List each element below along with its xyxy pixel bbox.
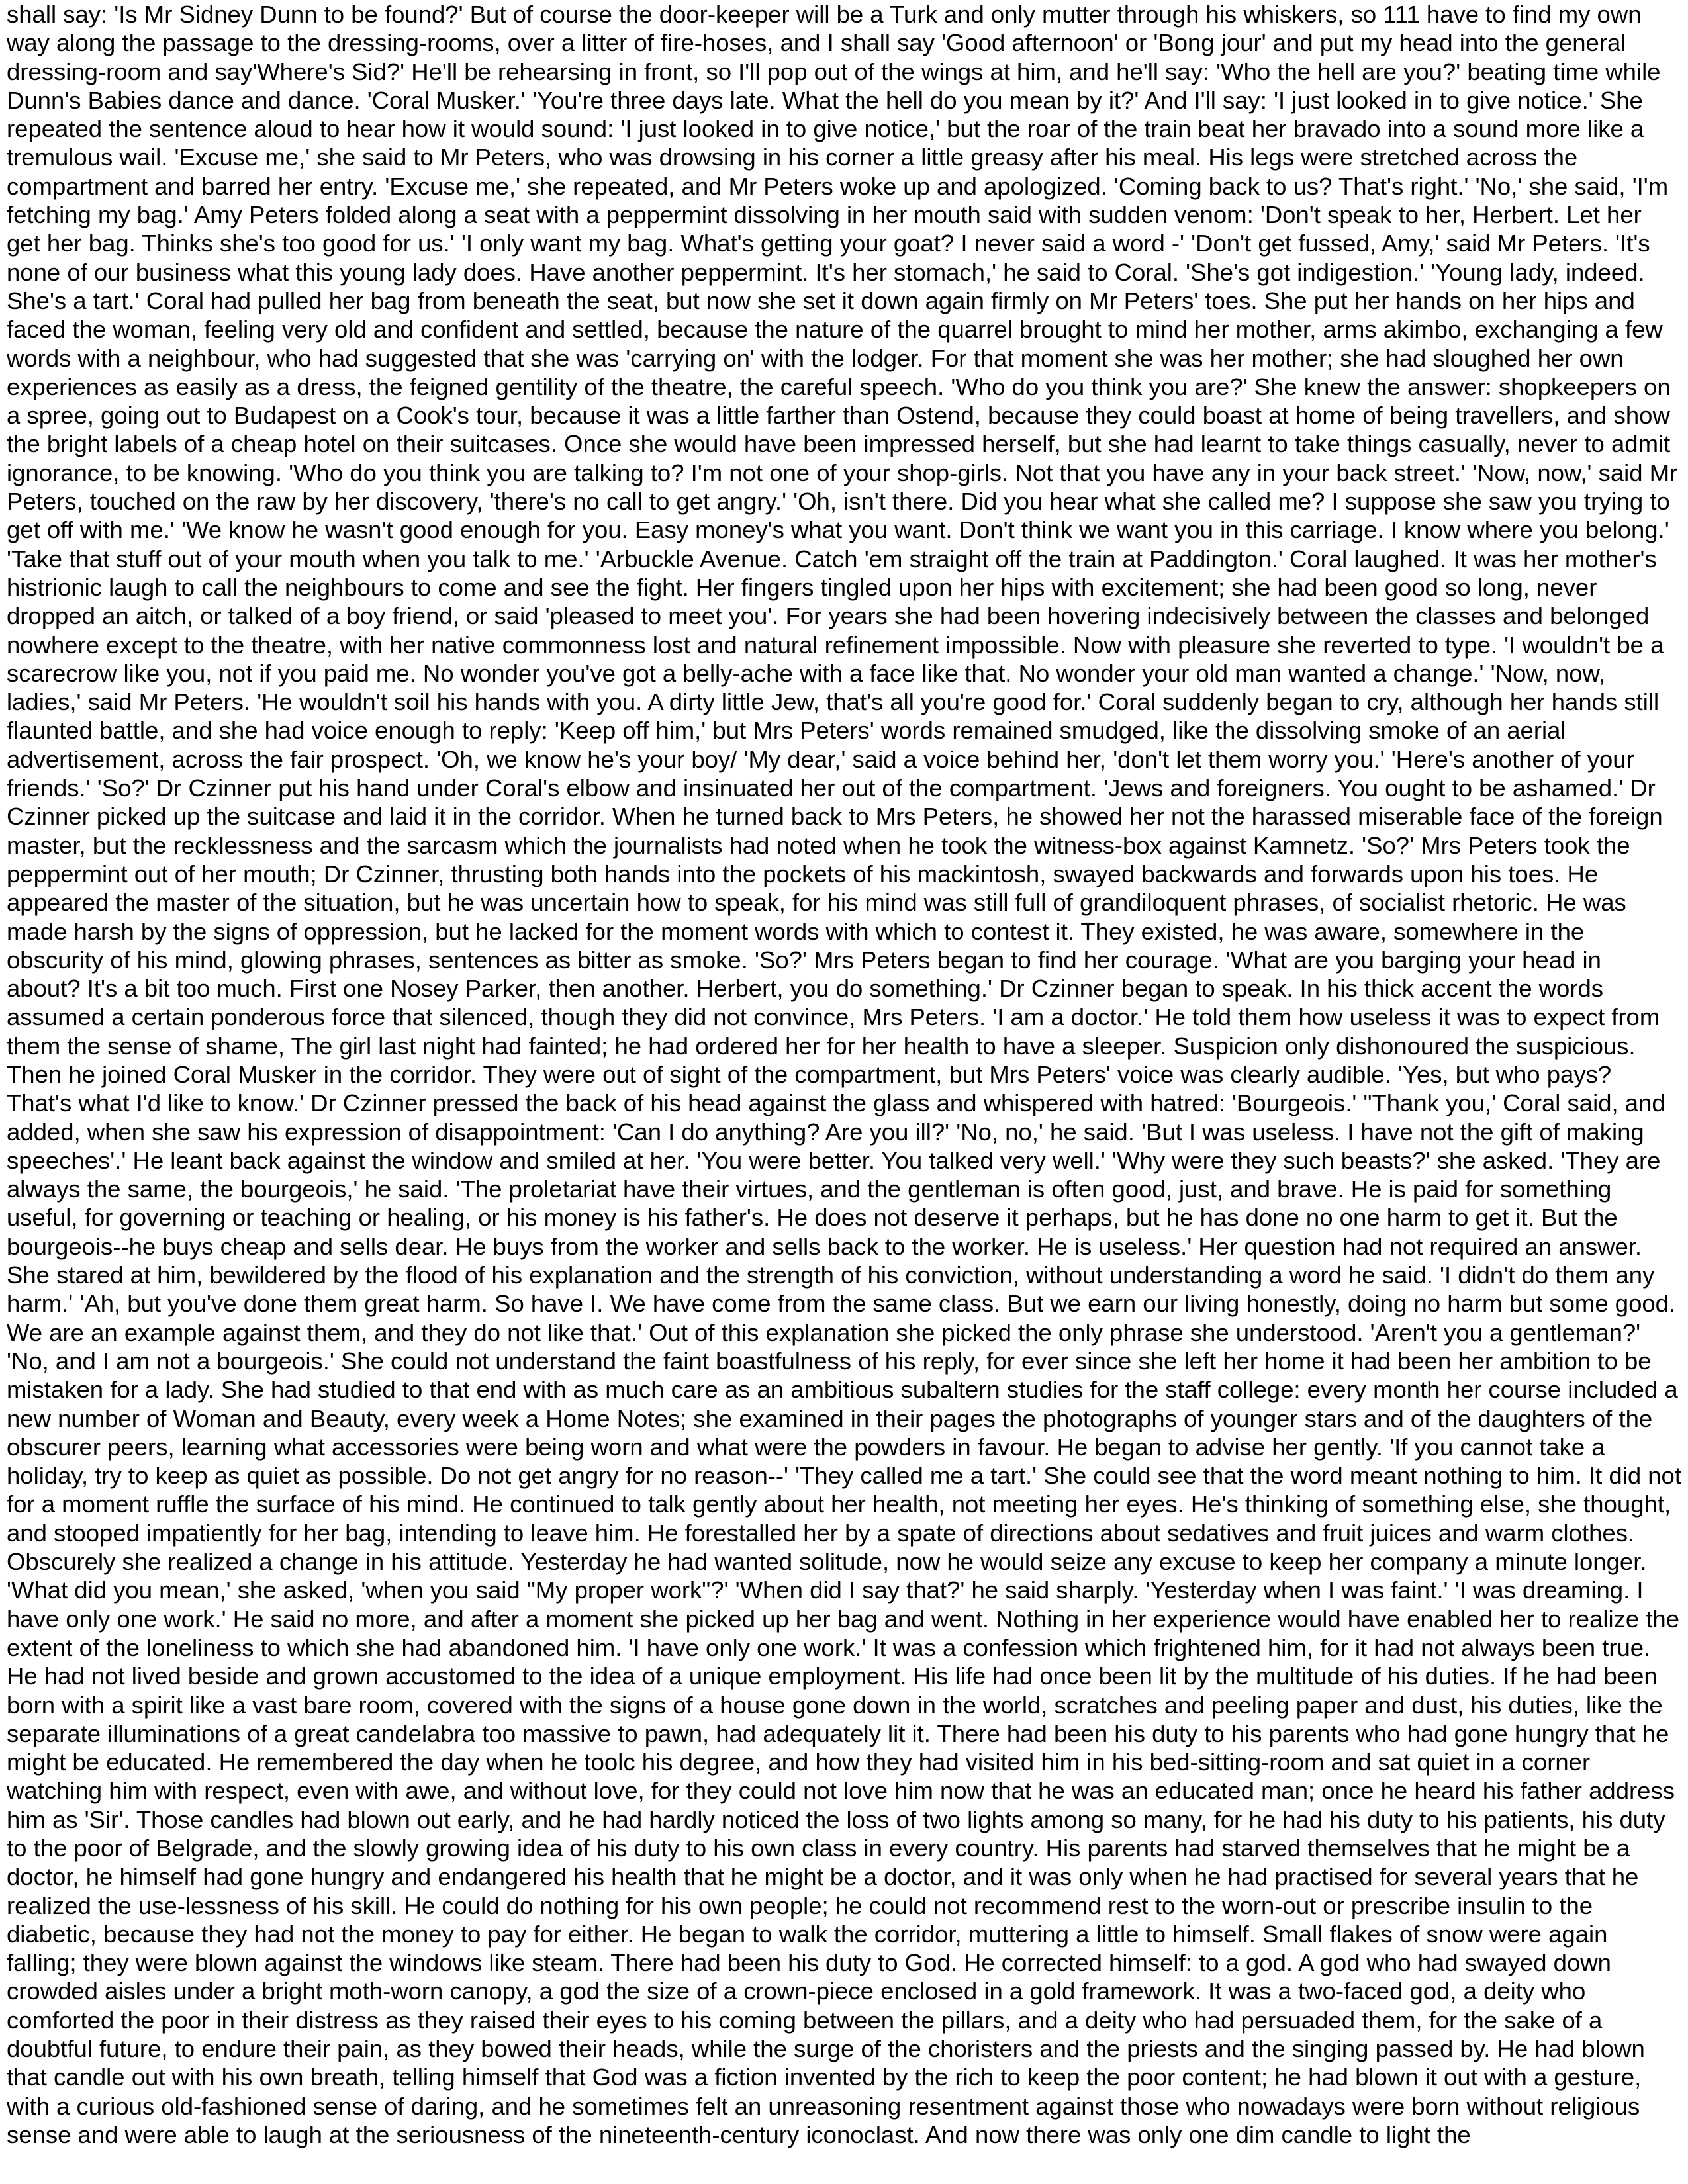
body-text: shall say: 'Is Mr Sidney Dunn to be found?' But of course the door-keeper will be a Turk and only mutter through his whiskers, so 111 have to find my own way along the passage to the dressing-rooms, over a litter of fire-hoses, and I shall say 'Good afternoon' or 'Bong jour' and put my head into the general dressing-room and say'Where's Sid?' He'll be rehearsing in front, so I'll pop out of the wings at him, and he'll say: 'Who the hell are you?' beating time while Dunn's Babies dance and dance. 'Coral Musker.' 'You're three days late. What the hell do you mean by it?' And I'll say: 'I just looked in to give notice.' She repeated the sentence aloud to hear how it would sound: 'I just looked in to give notice,' but the roar of the train beat her bravado into a sound more like a tremulous wail. 'Excuse me,' she said to Mr Peters, who was drowsing in his corner a little greasy after his meal. His legs were stretched across the compartment and barred her entry. 'Excuse me,' she repeated, and Mr Peters woke up and apologized. 'Coming back to us? That's right.' 'No,' she said, 'I'm fetching my bag.' Amy Peters folded along a seat with a peppermint dissolving in her mouth said with sudden venom: 'Don't speak to her, Herbert. Let her get her bag. Thinks she's too good for us.' 'I only want my bag. What's getting your goat? I never said a word -' 'Don't get fussed, Amy,' said Mr Peters. 'It's none of our business what this young lady does. Have another peppermint. It's her stomach,' he said to Coral. 'She's got indigestion.' 'Young lady, indeed. She's a tart.' Coral had pulled her bag from beneath the seat, but now she set it down again firmly on Mr Peters' toes. She put her hands on her hips and faced the woman, feeling very old and confident and settled, because the nature of the quarrel brought to mind her mother, arms akimbo, exchanging a few words with a neighbour, who had suggested that she was 'carrying on' with the lodger. For that moment she was her mother; she had sloughed her own experiences as easily as a dress, the feigned gentility of the theatre, the careful speech. 'Who do you think you are?' She knew the answer: shopkeepers on a spree, going out to Budapest on a Cook's tour, because it was a little farther than Ostend, because they could boast at home of being travellers, and show the bright labels of a cheap hotel on their suitcases. Once she would have been impressed herself, but she had learnt to take things casually, never to admit ignorance, to be knowing. 'Who do you think you are talking to? I'm not one of your shop-girls. Not that you have any in your back street.' 'Now, now,' said Mr Peters, touched on the raw by her discovery, 'there's no call to get angry.' 'Oh, isn't there. Did you hear what she called me? I suppose she saw you trying to get off with me.' 'We know he wasn't good enough for you. Easy money's what you want. Don't think we want you in this carriage. I know where you belong.' 'Take that stuff out of your mouth when you talk to me.' 'Arbuckle Avenue. Catch 'em straight off the train at Paddington.' Coral laughed. It was her mother's histrionic laugh to call the neighbours to come and see the fight. Her fingers tingled upon her hips with excitement; she had been good so long, never dropped an aitch, or talked of a boy friend, or said 'pleased to meet you'. For years she had been hovering indecisively between the classes and belonged nowhere except to the theatre, with her native commonness lost and natural refinement impossible. Now with pleasure she reverted to type. 'I wouldn't be a scarecrow like you, not if you paid me. No wonder you've got a belly-ache with a face like that. No wonder your old man wanted a change.' 'Now, now, ladies,' said Mr Peters. 'He wouldn't soil his hands with you. A dirty little Jew, that's all you're good for.' Coral suddenly began to cry, although her hands still flaunted battle, and she had voice enough to reply: 'Keep off him,' but Mrs Peters' words remained smudged, like the dissolving smoke of an aerial advertisement, across the fair prospect. 'Oh, we know he's your boy/ 'My dear,' said a voice behind her, 'don't let them worry you.' 'Here's another of your friends.' 'So?' Dr Czinner put his hand under Coral's elbow and insinuated her out of the compartment. 'Jews and foreigners. You ought to be ashamed.' Dr Czinner picked up the suitcase and laid it in the corridor. When he turned back to Mrs Peters, he showed her not the harassed miserable face of the foreign master, but the recklessness and the sarcasm which the journalists had noted when he took the witness-box against Kamnetz. 'So?' Mrs Peters took the peppermint out of her mouth; Dr Czinner, thrusting both hands into the pockets of his mackintosh, swayed backwards and forwards upon his toes. He appeared the master of the situation, but he was uncertain how to speak, for his mind was still full of grandiloquent phrases, of socialist rhetoric. He was made harsh by the signs of oppression, but he lacked for the moment words with which to contest it. They existed, he was aware, somewhere in the obscurity of his mind, glowing phrases, sentences as bitter as smoke. 'So?' Mrs Peters began to find her courage. 'What are you barging your head in about? It's a bit too much. First one Nosey Parker, then another. Herbert, you do something.' Dr Czinner began to speak. In his thick accent the words assumed a certain ponderous force that silenced, though they did not convince, Mrs Peters. 'I am a doctor.' He told them how useless it was to expect from them the sense of shame, The girl last night had fainted; he had ordered her for her health to have a sleeper. Suspicion only dishonoured the suspicious. Then he joined Coral Musker in the corridor. They were out of sight of the compartment, but Mrs Peters' voice was clearly audible. 'Yes, but who pays? That's what I'd like to know.' Dr Czinner pressed the back of his head against the glass and whispered with hatred: 'Bourgeois.' "Thank you,' Coral said, and added, when she saw his expression of disappointment: 'Can I do anything? Are you ill?' 'No, no,' he said. 'But I was useless. I have not the gift of making speeches'.' He leant back against the window and smiled at her. 'You were better. You talked very well.' 'Why were they such beasts?' she asked. 'They are always the same, the bourgeois,' he said. 'The proletariat have their virtues, and the gentleman is often good, just, and brave. He is paid for something useful, for governing or teaching or healing, or his money is his father's. He does not deserve it perhaps, but he has done no one harm to get it. But the bourgeois--he buys cheap and sells dear. He buys from the worker and sells back to the worker. He is useless.' Her question had not required an answer. She stared at him, bewildered by the flood of his explanation and the strength of his conviction, without understanding a word he said. 'I didn't do them any harm.' 'Ah, but you've done them great harm. So have I. We have come from the same class. But we earn our living honestly, doing no harm but some good. We are an example against them, and they do not like that.' Out of this explanation she picked the only phrase she understood. 'Aren't you a gentleman?' 'No, and I am not a bourgeois.' She could not understand the faint boastfulness of his reply, for ever since she left her home it had been her ambition to be mistaken for a lady. She had studied to that end with as much care as an ambitious subaltern studies for the staff college: every month her course included a new number of Woman and Beauty, every week a Home Notes; she examined in their pages the photographs of younger stars and of the daughters of the obscurer peers, learning what accessories were being worn and what were the powders in favour. He began to advise her gently. 'If you cannot take a holiday, try to keep as quiet as possible. Do not get angry for no reason--' 'They called me a tart.' She could see that the word meant nothing to him. It did not for a moment ruffle the surface of his mind. He continued to talk gently about her health, not meeting her eyes. He's thinking of something else, she thought, and stooped impatiently for her bag, intending to leave him. He forestalled her by a spate of directions about sedatives and fruit juices and warm clothes. Obscurely she realized a change in his attitude. Yesterday he had wanted solitude, now he would seize any excuse to keep her company a minute longer. 'What did you mean,' she asked, 'when you said "My proper work"?' 'When did I say that?' he said sharply. 'Yesterday when I was faint.' 'I was dreaming. I have only one work.' He said no more, and after a moment she picked up her bag and went. Nothing in her experience would have enabled her to realize the extent of the loneliness to which she had abandoned him. 'I have only one work.' It was a confession which frightened him, for it had not always been true. He had not lived beside and grown accustomed to the idea of a unique employment. His life had once been lit by the multitude of his duties. If he had been born with a spirit like a vast bare room, covered with the signs of a house gone down in the world, scratches and peeling paper and dust, his duties, like the separate illuminations of a great candelabra too massive to pawn, had adequately lit it. There had been his duty to his parents who had gone hungry that he might be educated. He remembered the day when he toolc his degree, and how they had visited him in his bed-sitting-room and sat quiet in a corner watching him with respect, even with awe, and without love, for they could not love him now that he was an educated man; once he heard his father address him as 'Sir'. Those candles had blown out early, and he had hardly noticed the loss of two lights among so many, for he had his duty to his patients, his duty to the poor of Belgrade, and the slowly growing idea of his duty to his own class in every country. His parents had starved themselves that he might be a doctor, he himself had gone hungry and endangered his health that he might be a doctor, and it was only when he had practised for several years that he realized the use-lessness of his skill. He could do nothing for his own people; he could not recommend rest to the worn-out or prescribe insulin to the diabetic, because they had not the money to pay for either. He began to walk the corridor, muttering a little to himself. Small flakes of snow were again falling; they were blown against the windows like steam. There had been his duty to God. He corrected himself: to a god. A god who had swayed down crowded aisles under a bright moth-worn canopy, a god the size of a crown-piece enclosed in a gold framework. It was a two-faced god, a deity who comforted the poor in their distress as they raised their eyes to his coming between the pillars, and a deity who had persuaded them, for the sake of a doubtful future, to endure their pain, as they bowed their heads, while the surge of the choristers and the priests and the singing passed by. He had blown that candle out with his own breath, telling himself that God was a fiction invented by the rich to keep the poor content; he had blown it out with a gesture, with a curious old-fashioned sense of daring, and he sometimes felt an unreasoning resentment against those who nowadays were born without religious sense and were able to laugh at the seriousness of the nineteenth-century iconoclast. And now there was only one dim candle to light the xyxy=(7,1,1681,2148)
